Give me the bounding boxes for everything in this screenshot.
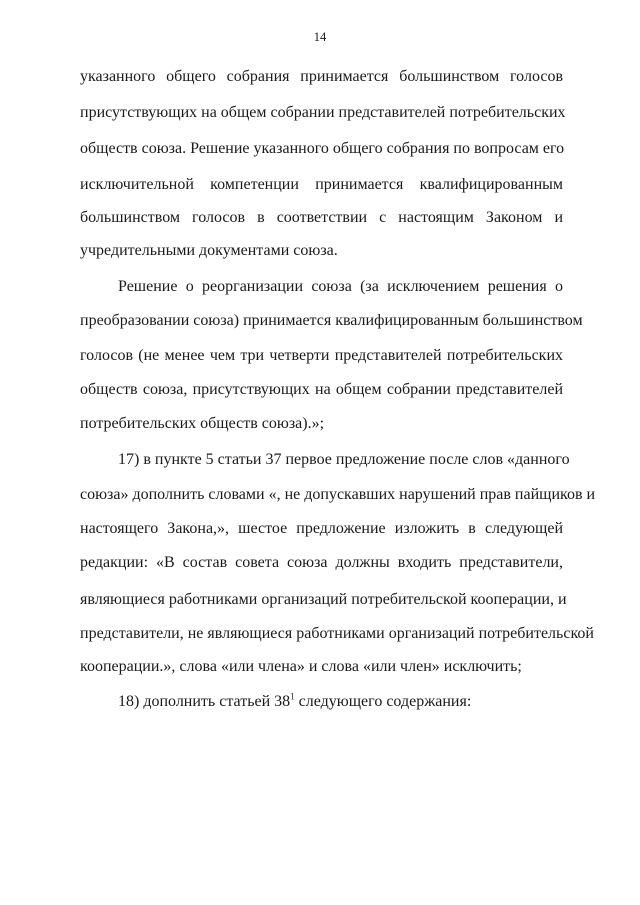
text-line: 17) в пункте 5 статьи 37 первое предложение после слов «данного	[118, 451, 570, 468]
superscript-index: 1	[290, 691, 295, 702]
text-line: указанного общего собрания принимается большинством голосов	[80, 68, 563, 85]
text-line: настоящего Закона,», шестое предложение изложить в следующей	[80, 520, 563, 537]
text-line: присутствующих на общем собрании представителей потребительских	[80, 104, 566, 121]
text-line: преобразовании союза) принимается квалифицированным большинством	[80, 312, 583, 329]
text-line: являющиеся работниками организаций потребительской кооперации, и	[80, 591, 567, 608]
text-line: голосов (не менее чем три четверти представителей потребительских	[80, 347, 563, 364]
text-line: исключительной компетенции принимается квалифицированным	[80, 176, 563, 193]
text-line: редакции: «В состав совета союза должны входить представители,	[80, 554, 563, 571]
text-fragment: 18) дополнить статьей 38	[118, 693, 291, 710]
text-line: Решение о реорганизации союза (за исключением решения о	[118, 278, 563, 295]
text-line: учредительными документами союза.	[80, 242, 338, 259]
text-line: представители, не являющиеся работниками организаций потребительской	[80, 625, 594, 642]
text-line: потребительских обществ союза).»;	[80, 415, 325, 432]
text-line: обществ союза. Решение указанного общего собрания по вопросам его	[80, 140, 565, 157]
page-number: 14	[313, 30, 327, 44]
text-line: союза» дополнить словами «, не допускавших нарушений прав пайщиков и	[80, 486, 596, 503]
text-line: обществ союза, присутствующих на общем собрании представителей	[80, 381, 563, 398]
text-line-article-addition	[118, 692, 471, 712]
text-line: кооперации.», слова «или члена» и слова «или член» исключить;	[80, 658, 522, 675]
text-fragment: следующего содержания:	[294, 693, 472, 710]
text-line: большинством голосов в соответствии с настоящим Законом и	[80, 209, 563, 226]
